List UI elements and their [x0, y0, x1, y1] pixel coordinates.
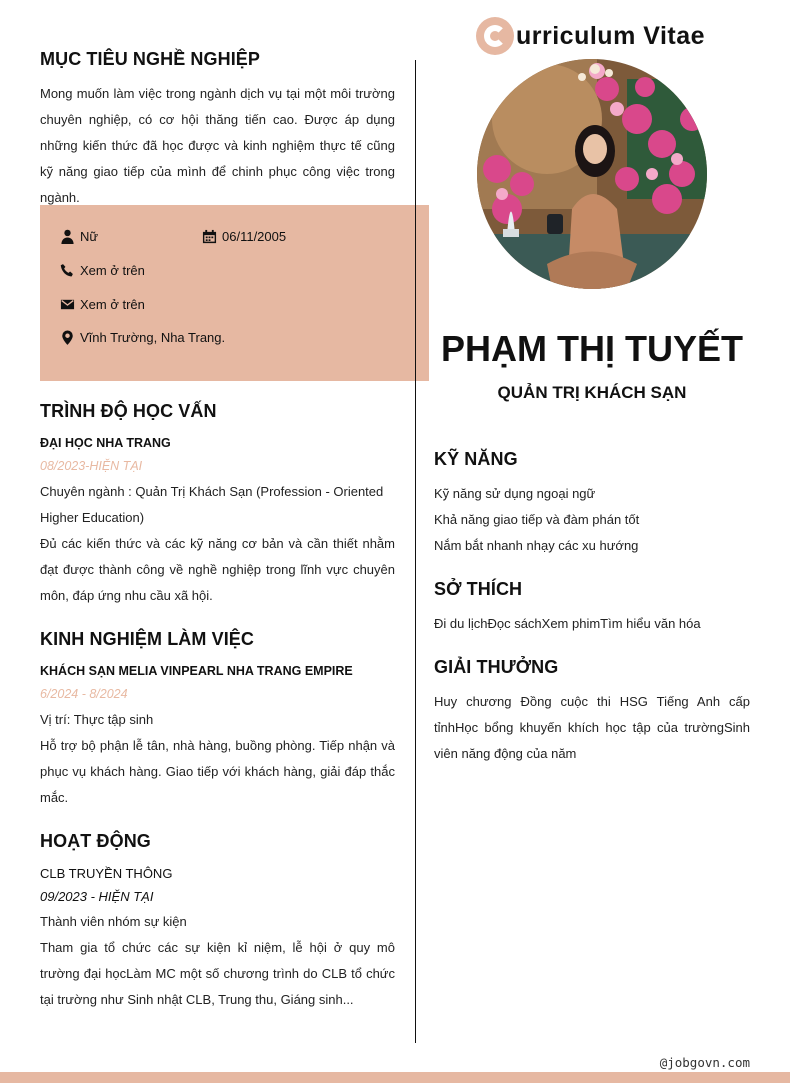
gender-row: [60, 229, 98, 244]
candidate-name: PHẠM THỊ TUYẾT: [441, 328, 743, 369]
gender-value: Nữ: [80, 229, 99, 244]
objective-text: Mong muốn làm việc trong ngành dịch vụ tại một môi trường chuyên nghiệp, có cơ hội thăng tiến cao. Được áp dụng những kiến thức đã học được và kinh nghiệm thực tế cũng kỹ năng giao tiếp của mình để chinh phục công việc trong ngành.: [40, 86, 395, 205]
personal-info-box: [40, 205, 429, 381]
education-major: Chuyên ngành : Quản Trị Khách Sạn (Profession - Oriented Higher Education): [40, 484, 384, 525]
phone-icon: [60, 263, 75, 278]
phone-row: [60, 263, 145, 278]
activities-club: CLB TRUYỀN THÔNG: [40, 866, 173, 881]
envelope-icon: [60, 297, 75, 312]
experience-period: 6/2024 - 8/2024: [40, 687, 128, 701]
location-pin-icon: [60, 330, 75, 345]
person-icon: [60, 229, 75, 244]
awards-title: GIẢI THƯỞNG: [434, 657, 559, 677]
skill-item: Khả năng giao tiếp và đàm phán tốt: [434, 512, 640, 527]
dob-row: [202, 229, 286, 244]
education-desc: Đủ các kiến thức và các kỹ năng cơ bản và cần thiết nhằm đạt được thành công về nghề nghiệp trong lĩnh vực chuyên môn, đáp ứng nhu cầu xã hội.: [40, 536, 395, 603]
activities-desc: Tham gia tổ chức các sự kiện kỉ niệm, lễ hội ở quy mô trường đại họcLàm MC một số chương trình do CLB tổ chức tại trường như Sinh nhật CLB, Trung thu, Giáng sinh...: [40, 940, 395, 1007]
profile-photo: [477, 59, 707, 289]
dob-value: 06/11/2005: [222, 229, 287, 244]
address-row: [60, 330, 225, 345]
activities-title: HOẠT ĐỘNG: [40, 831, 151, 851]
activities-period: 09/2023 - HIỆN TẠI: [40, 889, 154, 904]
experience-position: Vị trí: Thực tập sinh: [40, 712, 154, 727]
phone-value: Xem ở trên: [80, 263, 145, 278]
email-value: Xem ở trên: [80, 297, 145, 312]
cv-logo: [476, 17, 705, 55]
footer-credit: @jobgovn.com: [659, 1055, 750, 1070]
column-divider: [415, 60, 416, 1043]
footer-bar: [0, 1072, 790, 1083]
skill-item: Nắm bắt nhanh nhạy các xu hướng: [434, 538, 639, 553]
experience-company: KHÁCH SẠN MELIA VINPEARL NHA TRANG EMPIRE: [40, 664, 353, 678]
skills-title: KỸ NĂNG: [434, 449, 518, 469]
logo-letter-mark: [476, 17, 514, 55]
address-value: Vĩnh Trường, Nha Trang.: [80, 330, 226, 345]
activities-role: Thành viên nhóm sự kiện: [40, 914, 187, 929]
experience-desc: Hỗ trợ bộ phận lễ tân, nhà hàng, buồng phòng. Tiếp nhận và phục vụ khách hàng. Giao tiếp với khách hàng, giải đáp thắc mắc.: [40, 738, 395, 805]
education-period: 08/2023-HIỆN TẠI: [40, 459, 143, 473]
calendar-icon: [202, 229, 217, 244]
education-school: ĐẠI HỌC NHA TRANG: [40, 436, 171, 450]
logo-text: urriculum Vitae: [516, 21, 706, 50]
hobbies-text: Đi du lịchĐọc sáchXem phimTìm hiểu văn hóa: [434, 616, 701, 631]
awards-text: Huy chương Đồng cuộc thi HSG Tiếng Anh cấp tỉnhHọc bổng khuyến khích học tập của trườngSinh viên năng động của năm: [434, 694, 750, 761]
education-title: TRÌNH ĐỘ HỌC VẤN: [40, 401, 217, 421]
hobbies-title: SỞ THÍCH: [434, 579, 523, 599]
email-row: [60, 297, 145, 312]
skill-item: Kỹ năng sử dụng ngoại ngữ: [434, 486, 596, 501]
objective-title: MỤC TIÊU NGHỀ NGHIỆP: [40, 49, 261, 69]
experience-title: KINH NGHIỆM LÀM VIỆC: [40, 629, 255, 649]
profile-photo-illustration: [477, 59, 707, 289]
candidate-role: QUẢN TRỊ KHÁCH SẠN: [497, 383, 687, 402]
